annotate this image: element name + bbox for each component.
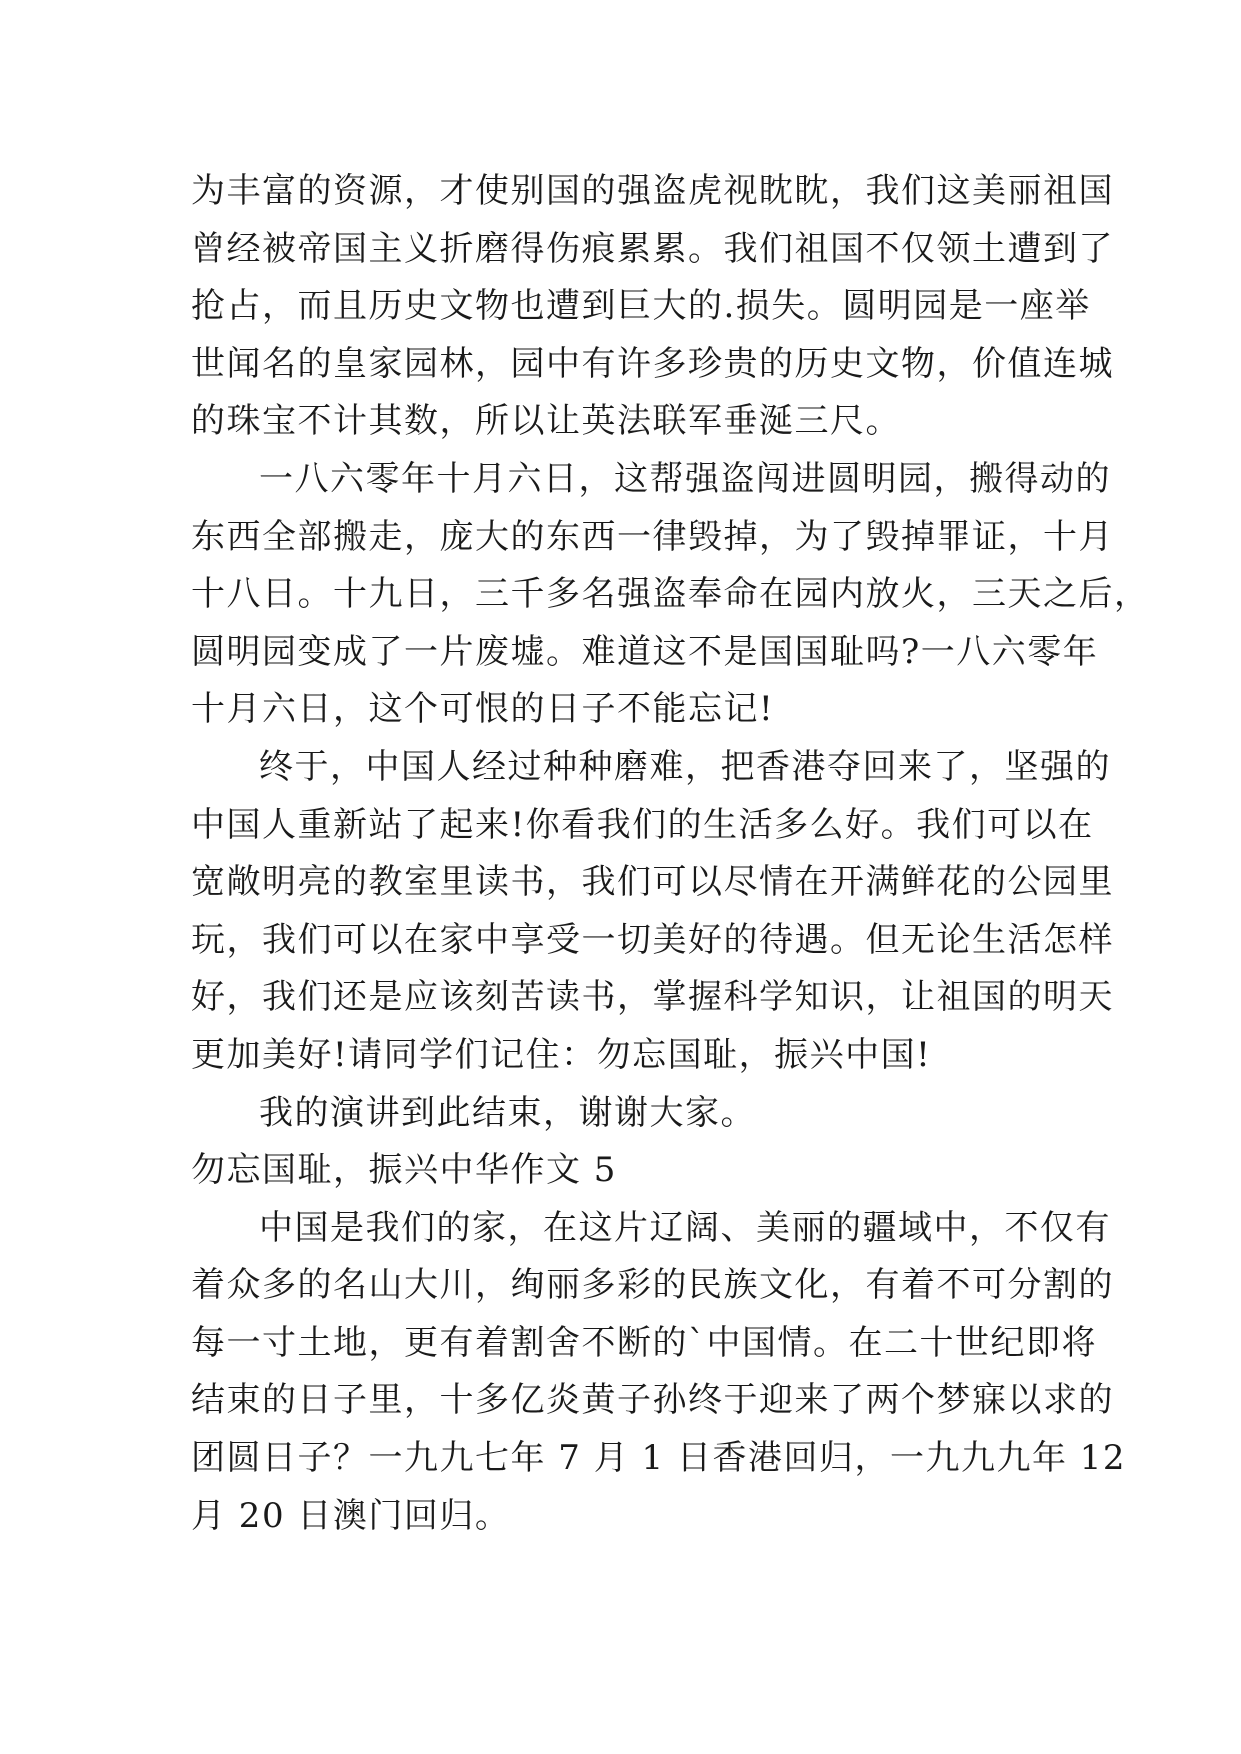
text-line: 中国是我们的家，在这片辽阔、美丽的疆域中，不仅有 (259, 1207, 1111, 1248)
text-line: 十月六日，这个可恨的日子不能忘记! (191, 689, 775, 730)
text-line: 一八六零年十月六日，这帮强盗闯进圆明园，搬得动的 (259, 458, 1111, 499)
text-line: 结束的日子里，十多亿炎黄子孙终于迎来了两个梦寐以求的 (191, 1380, 1114, 1421)
text-line: 每一寸土地，更有着割舍不断的`中国情。在二十世纪即将 (191, 1322, 1097, 1363)
heading-line: 勿忘国耻，振兴中华作文 5 (191, 1150, 617, 1191)
text-line: 曾经被帝国主义折磨得伤痕累累。我们祖国不仅领土遭到了 (191, 228, 1114, 269)
text-line: 为丰富的资源，才使别国的强盗虎视眈眈，我们这美丽祖国 (191, 171, 1114, 211)
paragraph-1 (191, 163, 1114, 451)
text-line: 的珠宝不计其数，所以让英法联军垂涎三尺。 (191, 401, 901, 442)
text-line: 中国人重新站了起来!你看我们的生活多么好。我们可以在 (191, 804, 1094, 845)
text-line: 团圆日子？一九九七年 7 月 1 日香港回归，一九九九年 12 (191, 1438, 1127, 1479)
text-line: 终于，中国人经过种种磨难，把香港夺回来了，坚强的 (259, 746, 1111, 787)
paragraph-2 (191, 451, 1150, 739)
text-line: 抢占，而且历史文物也遭到巨大的.损失。圆明园是一座举 (191, 286, 1091, 327)
text-line: 好，我们还是应该刻苦读书，掌握科学知识，让祖国的明天 (191, 977, 1114, 1018)
text-line: 宽敞明亮的教室里读书，我们可以尽情在开满鲜花的公园里 (191, 862, 1114, 903)
text-line: 东西全部搬走，庞大的东西一律毁掉，为了毁掉罪证，十月 (191, 516, 1114, 557)
document-body (191, 163, 1150, 1545)
section-heading (191, 1142, 1051, 1200)
paragraph-closing (191, 1085, 1051, 1143)
text-line: 我的演讲到此结束，谢谢大家。 (259, 1092, 756, 1133)
text-line: 月 20 日澳门回归。 (191, 1495, 511, 1536)
paragraph-3 (191, 739, 1114, 1085)
text-line: 玩，我们可以在家中享受一切美好的待遇。但无论生活怎样 (191, 919, 1114, 960)
text-line: 更加美好!请同学们记住：勿忘国耻，振兴中国! (191, 1034, 932, 1075)
paragraph-5 (191, 1200, 1127, 1546)
text-line: 世闻名的皇家园林，园中有许多珍贵的历史文物，价值连城 (191, 343, 1114, 384)
text-line: 着众多的名山大川，绚丽多彩的民族文化，有着不可分割的 (191, 1265, 1114, 1306)
text-line: 圆明园变成了一片废墟。难道这不是国国耻吗?一八六零年 (191, 631, 1099, 672)
text-line: 十八日。十九日，三千多名强盗奉命在园内放火，三天之后， (191, 574, 1150, 615)
